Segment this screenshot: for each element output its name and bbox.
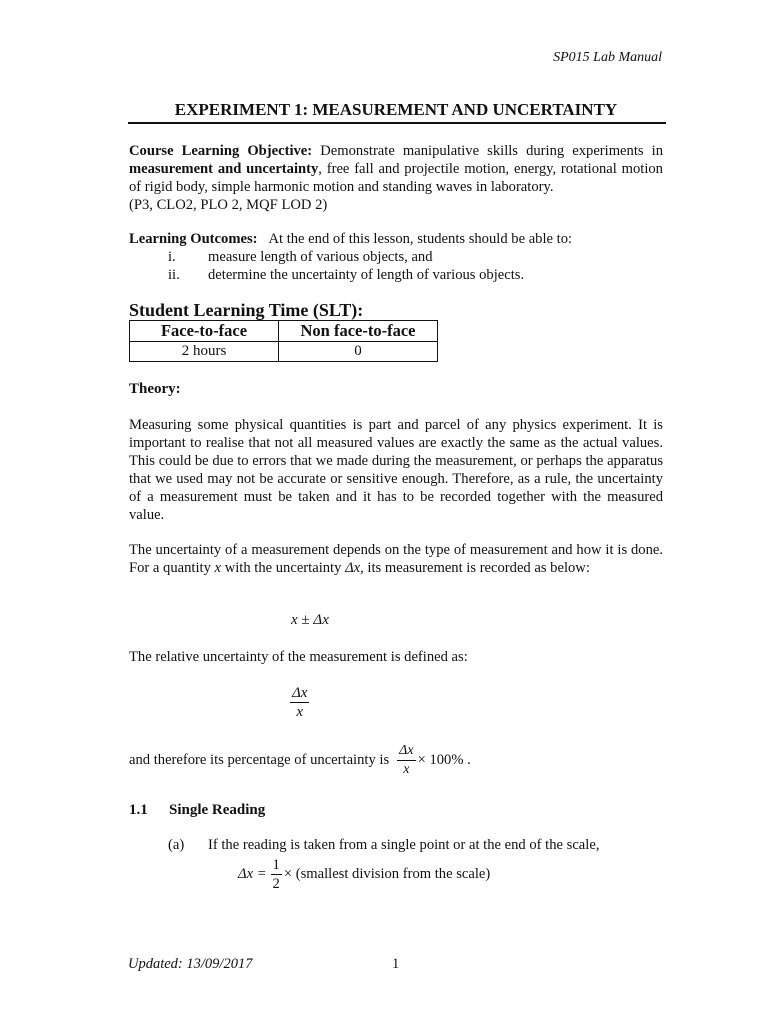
footer-updated-date: Updated: 13/09/2017 <box>128 956 253 972</box>
header-manual-name: SP015 Lab Manual <box>553 50 662 65</box>
objective-text-1: Demonstrate manipulative skills during experiments in <box>320 143 664 159</box>
single-reading-equation <box>238 856 490 893</box>
fraction-denominator: x <box>296 704 304 720</box>
fraction-numerator: 1 <box>272 857 280 873</box>
list-item <box>168 248 524 266</box>
table-header-cell: Face-to-face <box>130 321 279 342</box>
section-item-a <box>168 837 599 854</box>
title-divider <box>128 122 666 124</box>
slt-heading: Student Learning Time (SLT): <box>129 300 364 320</box>
learning-outcomes-intro <box>129 230 663 248</box>
page-title: EXPERIMENT 1: MEASUREMENT AND UNCERTAINTY <box>174 100 618 119</box>
theory-paragraph-2 <box>129 541 663 577</box>
course-objective <box>129 142 663 214</box>
section-number: 1.1 <box>129 802 148 818</box>
fraction-numerator: Δx <box>397 742 415 761</box>
percentage-uncertainty-line <box>129 742 471 779</box>
fraction <box>290 684 309 721</box>
outcomes-list <box>168 248 524 284</box>
fraction-denominator: 2 <box>272 876 280 892</box>
outcomes-intro: At the end of this lesson, students should be able to: <box>268 231 573 247</box>
table-cell: 2 hours <box>130 342 279 362</box>
list-item-number: ii. <box>168 267 180 283</box>
section-title: Single Reading <box>169 802 266 818</box>
theory-paragraph-1: Measuring some physical quantities is part and parcel of any physics experiment. It is important to realise that not all measured values are exactly the same as the actual values. This could be due to errors that we made during the measurement, or perhaps the apparatus that we used may not be accurate or sensitive enough. Therefore, as a rule, the uncertainty of a measurement must be taken and it has to be recorded together with the measured value. <box>129 417 663 523</box>
table-cell: 0 <box>279 342 438 362</box>
table-header-row <box>130 321 438 342</box>
variable-delta-x: Δx, <box>345 560 364 576</box>
paragraph-text: and therefore its percentage of uncertainty is <box>129 752 390 768</box>
table-row <box>130 342 438 362</box>
list-item <box>168 266 524 284</box>
fraction <box>271 856 282 893</box>
slt-table <box>129 320 438 362</box>
item-text: If the reading is taken from a single point or at the end of the scale, <box>208 837 600 853</box>
equation-x-plus-minus: x ± Δx <box>291 612 329 628</box>
section-heading <box>129 802 265 819</box>
fraction <box>397 742 415 779</box>
list-item-number: i. <box>168 249 176 265</box>
objective-bold-phrase: measurement and uncertainty <box>129 161 319 177</box>
page-number: 1 <box>392 956 400 972</box>
outcomes-label: Learning Outcomes: <box>129 231 258 247</box>
fraction-denominator: x <box>403 762 410 777</box>
percentage-suffix: × 100% . <box>417 752 471 768</box>
table-header-cell: Non face-to-face <box>279 321 438 342</box>
list-item-text: determine the uncertainty of length of various objects. <box>208 267 525 283</box>
equation-rhs: × (smallest division from the scale) <box>283 866 491 882</box>
paragraph-text: with the uncertainty <box>224 560 342 576</box>
theory-heading: Theory: <box>129 381 181 397</box>
variable-x: x <box>214 560 222 576</box>
theory-paragraph-3: The relative uncertainty of the measurement is defined as: <box>129 649 468 665</box>
objective-text-2: , free fall and projectile motion, energy, rotational motion of rigid body, simple harmonic motion and standing waves in laboratory. <box>129 161 663 195</box>
paragraph-text: The uncertainty of a measurement depends on the type of measurement and how it is done. For a quantity <box>129 542 663 576</box>
objective-label: Course Learning Objective: <box>129 143 313 159</box>
objective-codes: (P3, CLO2, PLO 2, MQF LOD 2) <box>129 197 328 213</box>
list-item-text: measure length of various objects, and <box>208 249 433 265</box>
fraction-numerator: Δx <box>292 685 308 701</box>
relative-uncertainty-fraction <box>290 684 309 721</box>
equation-lhs: Δx = <box>238 866 267 882</box>
paragraph-text: its measurement is recorded as below: <box>367 560 590 576</box>
item-tag: (a) <box>168 837 185 853</box>
